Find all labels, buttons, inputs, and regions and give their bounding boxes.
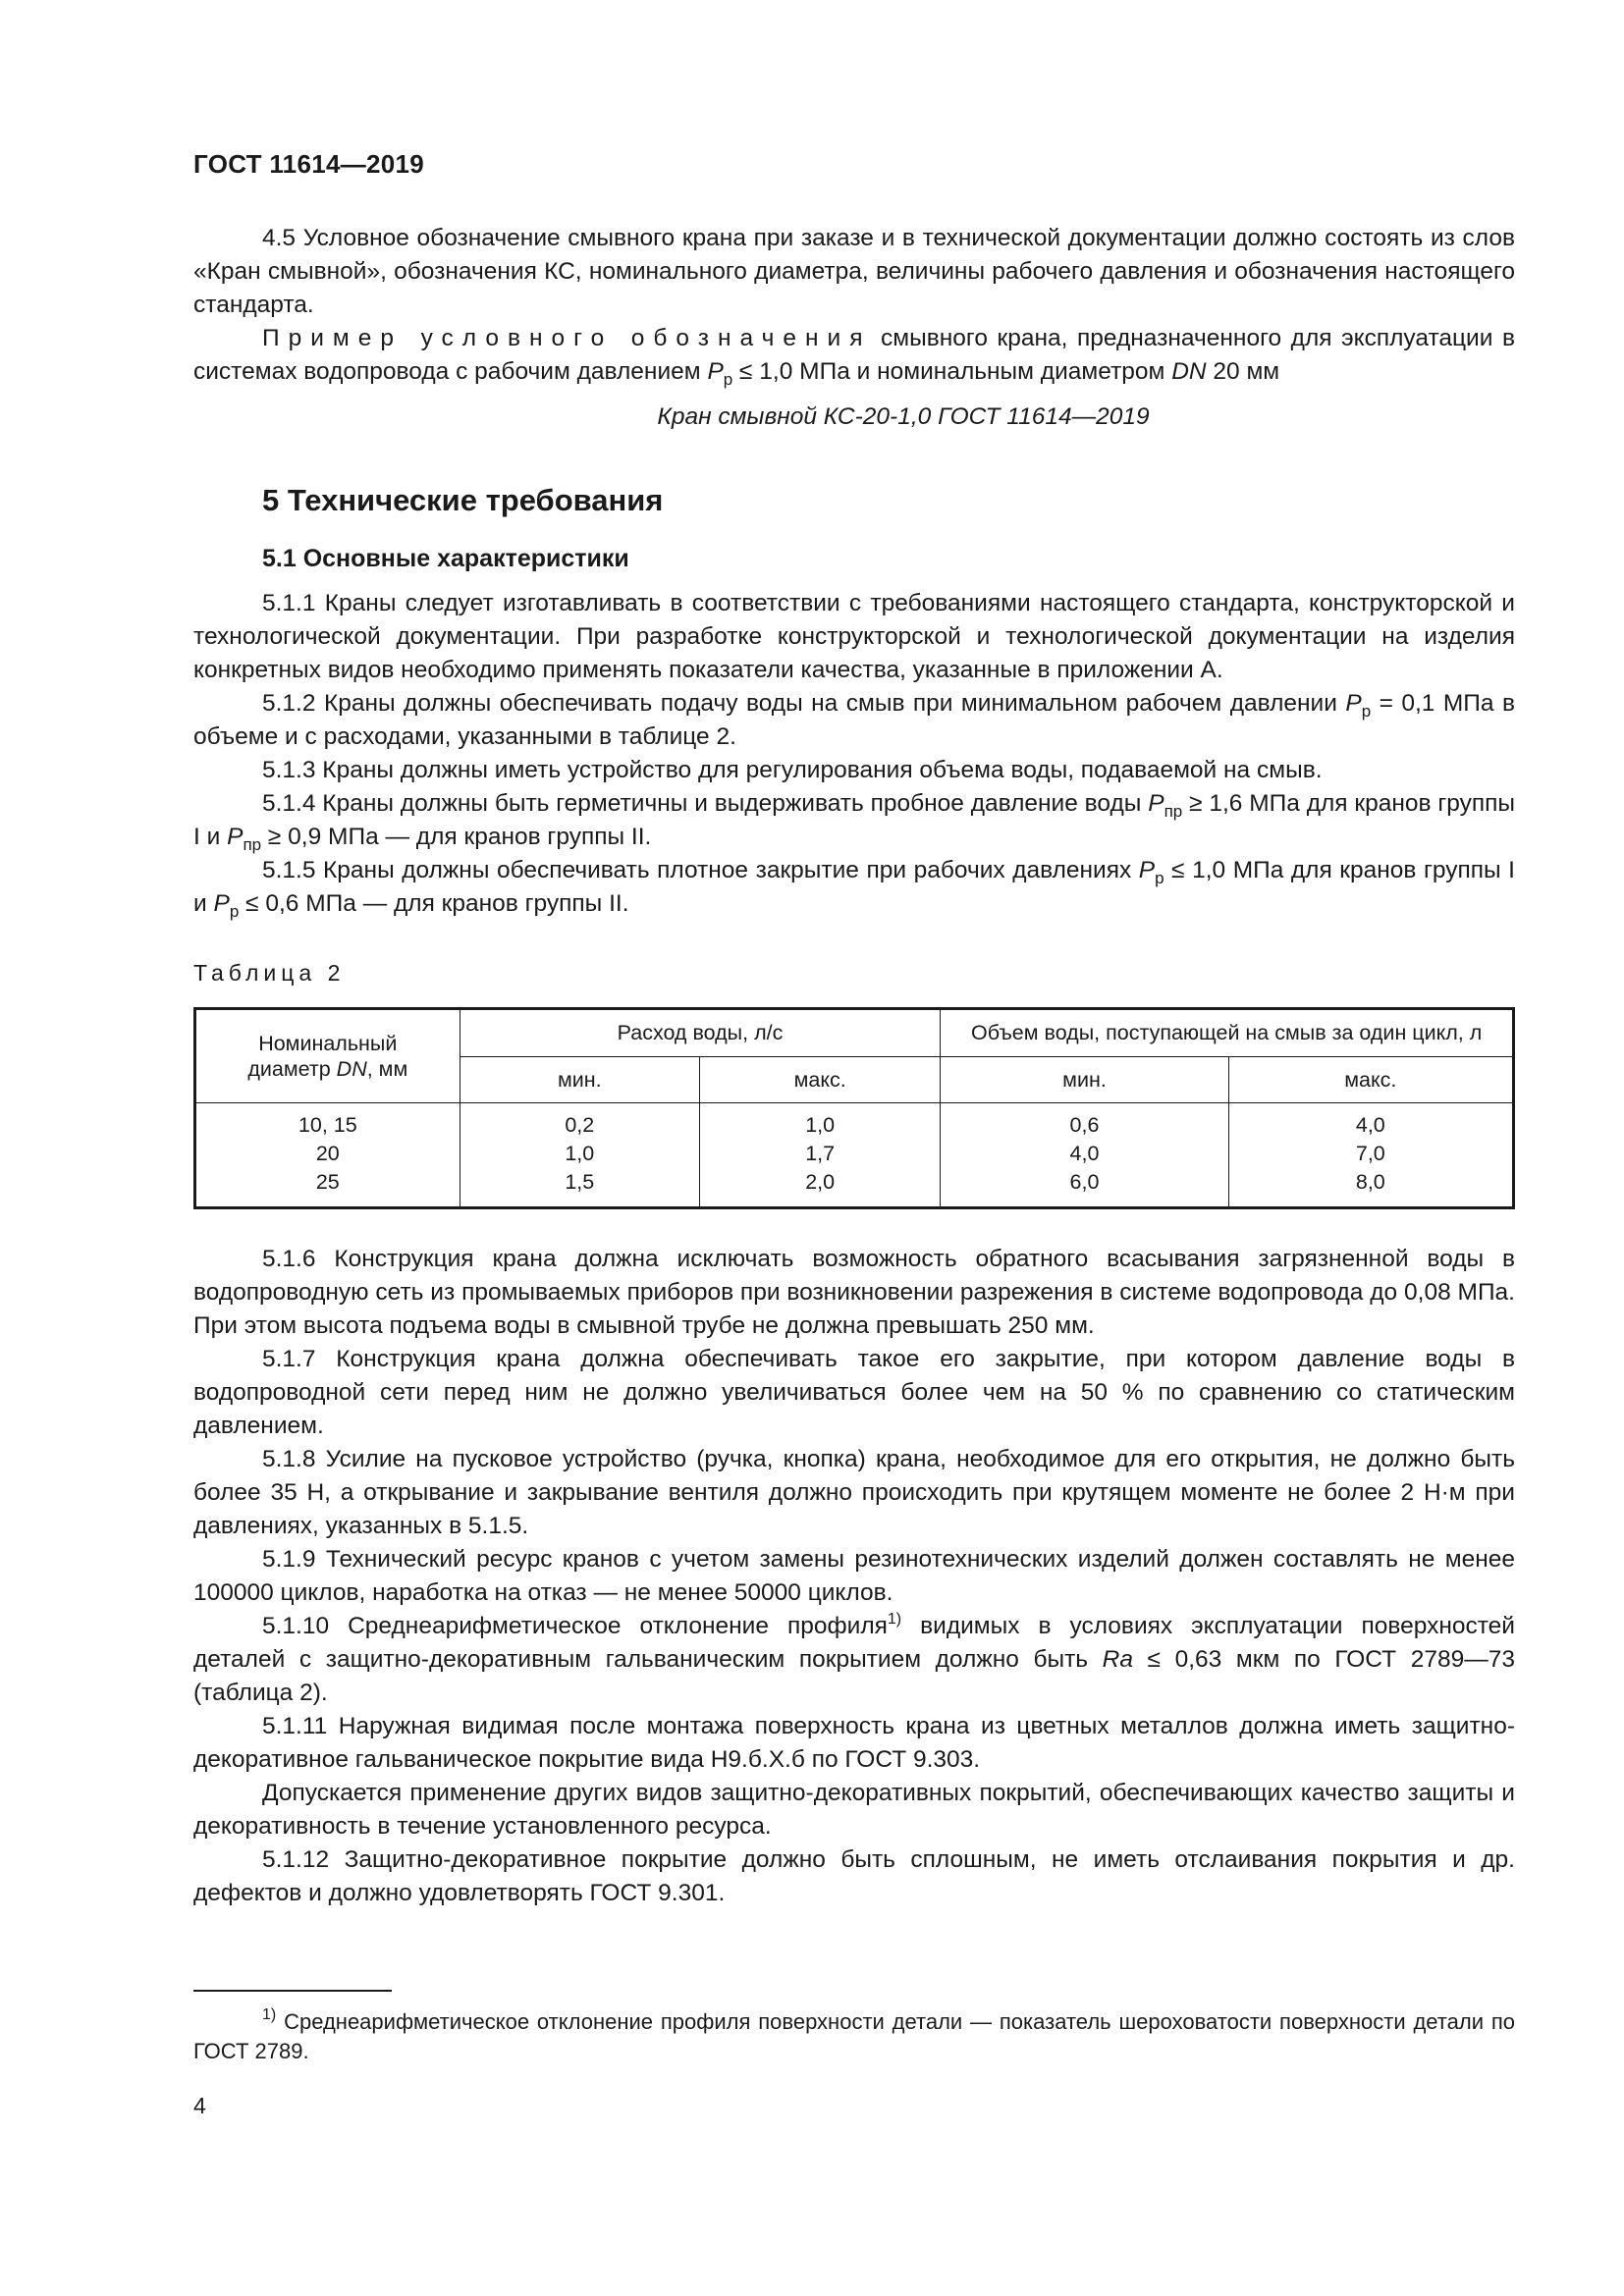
paragraph-allowed: Допускается применение других видов защитно-декоративных покрытий, обеспечивающих качество защиты и декоративность в течение установленного ресурса. [193,1780,1515,1840]
after-table-block [193,1243,1515,1910]
header-volume: Объем воды, поступающей на смыв за один цикл, л [941,1009,1514,1057]
cell-volume-min: 0,6 4,0 6,0 [941,1103,1228,1208]
paragraph-5-1-1: 5.1.1 Краны следует изготавливать в соответствии с требованиями настоящего стандарта, конструкторской и технологической документации. При разработке конструкторской и технологической документации на изделия конкретных видов необходимо применять показатели качества, указанные в приложении А. [193,590,1515,683]
header-volume-min: мин. [941,1056,1228,1103]
footnote-divider [193,1990,392,1992]
flow-table [193,1007,1515,1209]
paragraph-5-1-5: 5.1.5 Краны должны обеспечивать плотное закрытие при рабочих давлениях $P_р \le 1,0$ МПа для кранов группы I и $P_р \le 0,6$ МПа — для кранов группы II. [193,857,1515,921]
header-flow-min: мин. [460,1056,699,1103]
header-flow-max: макс. [699,1056,940,1103]
page-number: 4 [193,2093,206,2118]
paragraph-5-1-2: 5.1.2 Краны должны обеспечивать подачу воды на смыв при минимальном рабочем давлении $P_р = 0,1$ МПа в объеме и с расходами, указанными в таблице 2. [193,690,1515,750]
cell-flow-max: 1,0 1,7 2,0 [699,1103,940,1208]
paragraph-4-5-example: Пример условного обозначения смывного крана, предназначенного для эксплуатации в системах водопровода с рабочим давлением $P_р \le 1,0$ МПа и номинальным диаметром DN 20 мм [193,325,1515,389]
table-row [195,1103,1514,1208]
cell-volume-max: 4,0 7,0 8,0 [1228,1103,1513,1208]
example-spaced-label: Пример условного обозначения [262,325,872,351]
paragraph-5-1-3: 5.1.3 Краны должны иметь устройство для регулирования объема воды, подаваемой на смыв. [262,757,1323,783]
cell-dn: 10, 15 20 25 [195,1103,460,1208]
header-flow: Расход воды, л/с [460,1009,941,1057]
designation-example: Кран смывной КС-20-1,0 ГОСТ 11614—2019 [657,403,1150,430]
paragraph-5-1-10: 5.1.10 Среднеарифметическое отклонение профиля$^{1)}$ видимых в условиях эксплуатации поверхностей деталей с защитно-декоративным гальваническим покрытием должно быть Ra ≤ 0,63 мкм по ГОСТ 2789—73 (таблица 2). [193,1611,1515,1706]
section-5-title: 5 Технические требования [262,483,664,517]
header-volume-max: макс. [1228,1056,1513,1103]
paragraph-5-1-7: 5.1.7 Конструкция крана должна обеспечивать такое его закрытие, при котором давление воды в водопроводной сети перед ним не должно увеличиваться более чем на 50 % по сравнению со статическим давлением. [193,1346,1515,1439]
paragraph-5-1-11: 5.1.11 Наружная видимая после монтажа поверхность крана из цветных металлов должна иметь защитно-декоративное гальваническое покрытие вида Н9.б.Х.б по ГОСТ 9.303. [193,1713,1515,1773]
footnote: $^{1)}$ Среднеарифметическое отклонение профиля поверхности детали — показатель шероховатости поверхности детали по ГОСТ 2789. [193,2006,1515,2063]
cell-flow-min: 0,2 1,0 1,5 [460,1103,699,1208]
header-nominal-diameter: Номинальный диаметр DN, мм [195,1009,460,1103]
paragraph-5-1-6: 5.1.6 Конструкция крана должна исключать возможность обратного всасывания загрязненной воды в водопроводную сеть из промываемых приборов при возникновении разрежения в системе водопровода до 0,08 МПа. При этом высота подъема воды в смывной трубе не должна превышать 250 мм. [193,1246,1515,1339]
document-header-code: ГОСТ 11614—2019 [193,149,425,179]
document-body [193,222,1515,1910]
paragraph-5-1-4: 5.1.4 Краны должны быть герметичны и выдерживать пробное давление воды $P_{пр} \ge 1,6$ МПа для кранов группы I и $P_{пр} \ge 0,9$ МПа — для кранов группы II. [193,790,1516,854]
section-5-1-title: 5.1 Основные характеристики [262,545,629,572]
paragraph-5-1-9: 5.1.9 Технический ресурс кранов с учетом замены резинотехнических изделий должен составлять не менее 100000 циклов, наработка на отказ — не менее 50000 циклов. [193,1546,1515,1606]
table-caption: Таблица 2 [193,960,346,986]
paragraph-5-1-8: 5.1.8 Усилие на пусковое устройство (ручка, кнопка) крана, необходимое для его открытия, не должно быть более 35 Н, а открывание и закрывание вентиля должно происходить при крутящем моменте не более 2 Н·м при давлениях, указанных в 5.1.5. [193,1446,1515,1539]
paragraph-5-1-12: 5.1.12 Защитно-декоративное покрытие должно быть сплошным, не иметь отслаивания покрытия и др. дефектов и должно удовлетворять ГОСТ 9.301. [193,1846,1515,1906]
paragraph-4-5: 4.5 Условное обозначение смывного крана при заказе и в технической документации должно состоять из слов «Кран смывной», обозначения КС, номинального диаметра, величины рабочего давления и обозначения настоящего стандарта. [193,225,1515,318]
